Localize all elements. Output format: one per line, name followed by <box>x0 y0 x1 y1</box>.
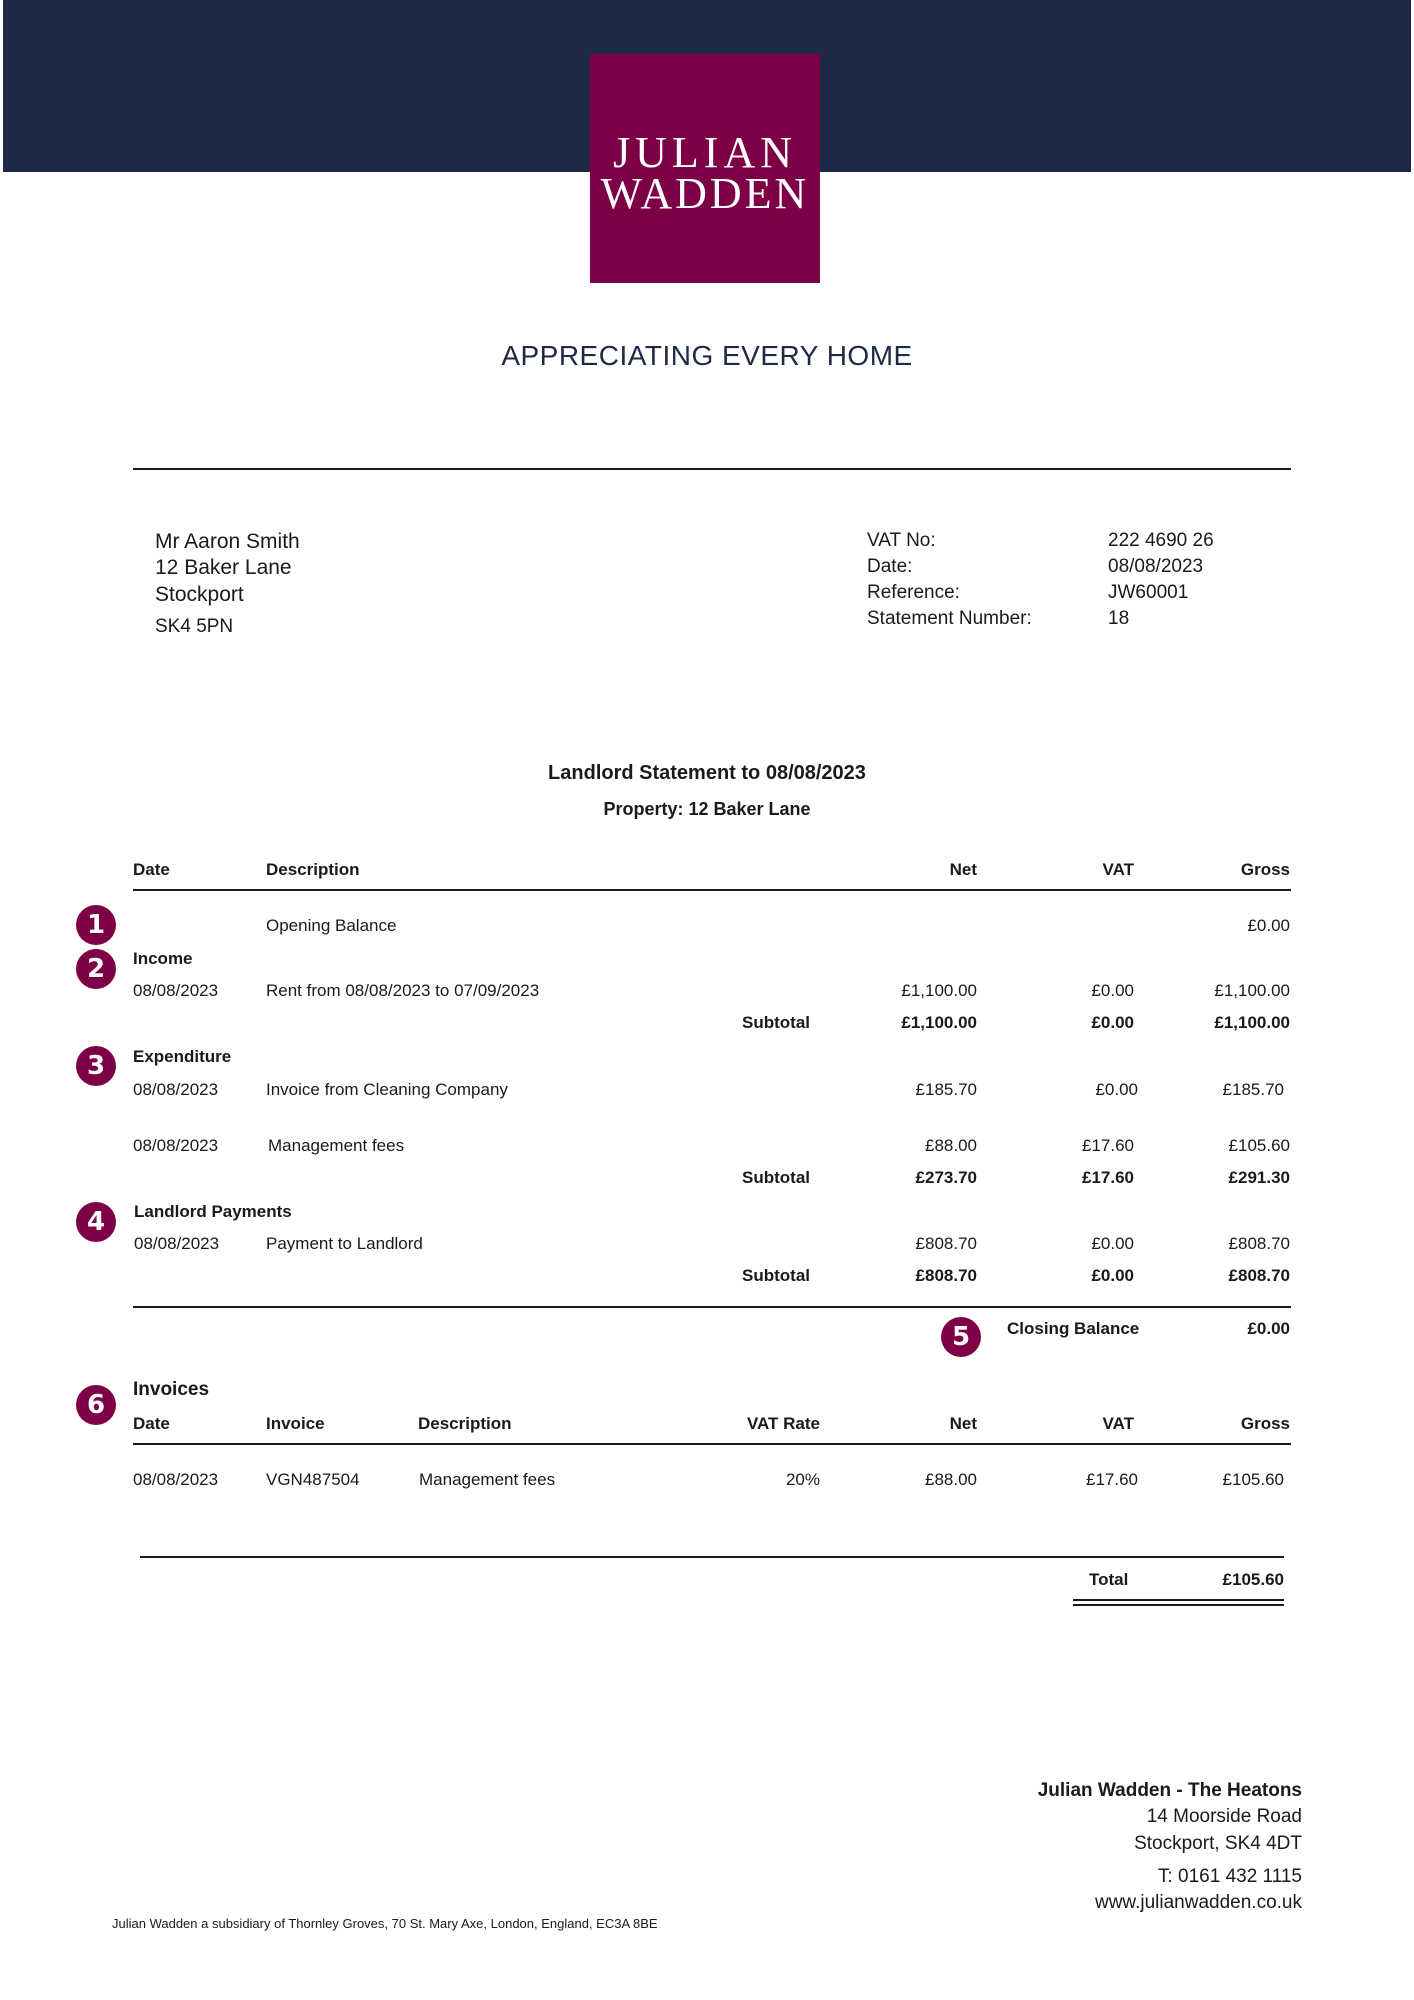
invoices-heading: Invoices <box>133 1379 210 1400</box>
expenditure-subtotal-label: Subtotal <box>742 1168 810 1187</box>
invoice-row-description: Management fees <box>419 1470 556 1489</box>
footer-town: Stockport, SK4 4DT <box>1134 1833 1302 1854</box>
expenditure-row-2-vat: £17.60 <box>1082 1136 1134 1155</box>
vat-no-label: VAT No: <box>867 530 936 551</box>
date-label: Date: <box>867 556 913 577</box>
income-heading: Income <box>133 949 193 968</box>
recipient-name: Mr Aaron Smith <box>155 530 300 553</box>
total-rule <box>140 1556 1284 1558</box>
expenditure-row-1-vat: £0.00 <box>1095 1080 1138 1099</box>
income-row-description: Rent from 08/08/2023 to 07/09/2023 <box>266 981 540 1000</box>
payments-subtotal-vat: £0.00 <box>1091 1266 1134 1285</box>
closing-rule <box>133 1306 1291 1308</box>
footer-website[interactable]: www.julianwadden.co.uk <box>1094 1892 1302 1913</box>
inv-col-date: Date <box>133 1414 170 1433</box>
inv-col-description: Description <box>418 1414 512 1433</box>
vat-no-value: 222 4690 26 <box>1108 530 1214 551</box>
total-label: Total <box>1089 1570 1129 1589</box>
logo-line-1: JULIAN <box>613 128 797 177</box>
expenditure-subtotal-vat: £17.60 <box>1082 1168 1134 1187</box>
payments-row-vat: £0.00 <box>1091 1234 1134 1253</box>
expenditure-row-1-description: Invoice from Cleaning Company <box>266 1080 508 1099</box>
payments-row-net: £808.70 <box>915 1234 977 1253</box>
expenditure-row-1-gross: £185.70 <box>1222 1080 1284 1099</box>
opening-balance-label: Opening Balance <box>266 916 397 935</box>
total-double-rule-bottom <box>1073 1604 1284 1606</box>
invoice-header-rule <box>133 1443 1291 1445</box>
col-description: Description <box>266 860 360 879</box>
inv-col-vat-rate: VAT Rate <box>746 1414 820 1433</box>
payments-heading: Landlord Payments <box>134 1202 292 1221</box>
total-value: £105.60 <box>1222 1570 1284 1589</box>
reference-label: Reference: <box>867 582 960 603</box>
col-date: Date <box>133 860 170 879</box>
expenditure-row-2-net: £88.00 <box>925 1136 977 1155</box>
income-subtotal-vat: £0.00 <box>1091 1013 1134 1032</box>
statement-number-value: 18 <box>1108 608 1130 629</box>
footer-street: 14 Moorside Road <box>1146 1806 1302 1827</box>
expenditure-subtotal-net: £273.70 <box>915 1168 977 1187</box>
closing-balance-label: Closing Balance <box>1007 1319 1140 1338</box>
badge-3: 3 <box>76 1046 116 1086</box>
date-value: 08/08/2023 <box>1108 556 1204 577</box>
invoice-row-net: £88.00 <box>925 1470 977 1489</box>
payments-row-description: Payment to Landlord <box>266 1234 423 1253</box>
payments-subtotal-label: Subtotal <box>742 1266 810 1285</box>
header-rule <box>133 889 1291 891</box>
expenditure-row-2-description: Management fees <box>268 1136 405 1155</box>
logo-line-2: WADDEN <box>600 169 810 218</box>
expenditure-row-2-gross: £105.60 <box>1228 1136 1290 1155</box>
inv-col-invoice: Invoice <box>266 1414 325 1433</box>
expenditure-heading: Expenditure <box>133 1047 232 1066</box>
payments-row-gross: £808.70 <box>1228 1234 1290 1253</box>
income-row-net: £1,100.00 <box>901 981 977 1000</box>
inv-col-net: Net <box>949 1414 977 1433</box>
expenditure-subtotal-gross: £291.30 <box>1228 1168 1290 1187</box>
opening-balance-gross: £0.00 <box>1247 916 1290 935</box>
invoice-row-vat-rate: 20% <box>785 1470 820 1489</box>
invoice-row-date: 08/08/2023 <box>133 1470 219 1489</box>
property-title: Property: 12 Baker Lane <box>603 799 811 819</box>
reference-value: JW60001 <box>1108 582 1189 603</box>
footer-phone: T: 0161 432 1115 <box>1157 1866 1302 1887</box>
income-subtotal-net: £1,100.00 <box>901 1013 977 1032</box>
expenditure-row-2-date: 08/08/2023 <box>133 1136 219 1155</box>
badge-6: 6 <box>76 1385 116 1425</box>
recipient-postcode: SK4 5PN <box>155 616 234 637</box>
inv-col-gross: Gross <box>1240 1414 1290 1433</box>
divider <box>133 468 1291 470</box>
recipient-street: 12 Baker Lane <box>155 556 292 579</box>
income-subtotal-label: Subtotal <box>742 1013 810 1032</box>
expenditure-row-1-date: 08/08/2023 <box>133 1080 219 1099</box>
income-subtotal-gross: £1,100.00 <box>1214 1013 1290 1032</box>
statement-title: Landlord Statement to 08/08/2023 <box>548 762 866 784</box>
expenditure-row-1-net: £185.70 <box>915 1080 977 1099</box>
closing-balance-gross: £0.00 <box>1247 1319 1290 1338</box>
payments-subtotal-net: £808.70 <box>915 1266 977 1285</box>
recipient-town: Stockport <box>155 583 244 606</box>
invoice-row-vat: £17.60 <box>1086 1470 1138 1489</box>
company-logo <box>590 54 820 283</box>
col-net: Net <box>949 860 977 879</box>
payments-row-date: 08/08/2023 <box>134 1234 220 1253</box>
tagline: APPRECIATING EVERY HOME <box>501 340 913 371</box>
invoice-row-gross: £105.60 <box>1222 1470 1284 1489</box>
badge-1: 1 <box>76 905 116 945</box>
col-vat: VAT <box>1102 860 1134 879</box>
footer-legal: Julian Wadden a subsidiary of Thornley Groves, 70 St. Mary Axe, London, England, EC3A 8BE <box>112 1916 658 1931</box>
footer-branch: Julian Wadden - The Heatons <box>1037 1780 1302 1801</box>
income-row-gross: £1,100.00 <box>1214 981 1290 1000</box>
badge-5: 5 <box>941 1317 981 1357</box>
badge-4: 4 <box>76 1202 116 1242</box>
col-gross: Gross <box>1240 860 1290 879</box>
inv-col-vat: VAT <box>1102 1414 1134 1433</box>
badge-2: 2 <box>76 949 116 989</box>
income-row-vat: £0.00 <box>1091 981 1134 1000</box>
statement-number-label: Statement Number: <box>867 608 1032 629</box>
income-row-date: 08/08/2023 <box>133 981 219 1000</box>
invoice-row-number: VGN487504 <box>266 1470 360 1489</box>
payments-subtotal-gross: £808.70 <box>1228 1266 1290 1285</box>
total-double-rule-top <box>1073 1599 1284 1601</box>
